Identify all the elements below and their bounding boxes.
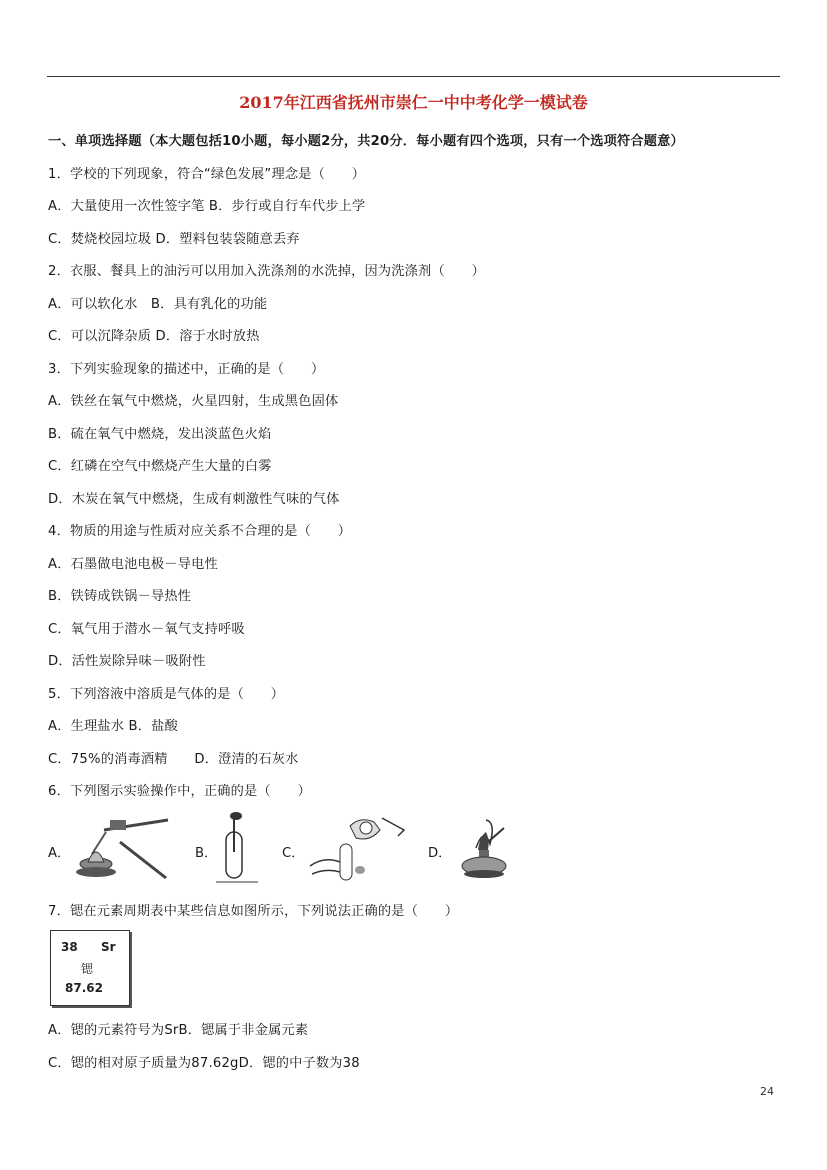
page-title: 2017年江西省抚州市崇仁一中中考化学一模试卷 bbox=[239, 93, 588, 112]
question-4: 4．物质的用途与性质对应关系不合理的是（ ） bbox=[48, 524, 352, 539]
q2-option-ab: A．可以软化水 B．具有乳化的功能 bbox=[48, 297, 268, 312]
page-number: 24 bbox=[760, 1085, 774, 1098]
q6-label-a: A． bbox=[48, 846, 71, 861]
q1-option-cd: C．焚烧校园垃圾 D．塑料包装袋随意丢弃 bbox=[48, 232, 300, 247]
header-rule bbox=[47, 76, 780, 77]
q7-option-cd: C．锶的相对原子质量为87.62gD．锶的中子数为38 bbox=[48, 1056, 360, 1071]
q5-option-cd: C．75%的消毒酒精 D．澄清的石灰水 bbox=[48, 752, 299, 767]
q6-label-d: D． bbox=[428, 846, 452, 861]
q6-figure-d-alcohol-lamp-illustration bbox=[450, 818, 510, 880]
q4-option-c: C．氧气用于潜水－氧气支持呼吸 bbox=[48, 622, 245, 637]
q3-option-a: A．铁丝在氧气中燃烧，火星四射，生成黑色固体 bbox=[48, 394, 339, 409]
question-1: 1．学校的下列现象，符合“绿色发展”理念是（ ） bbox=[48, 167, 366, 182]
q7-option-ab: A．锶的元素符号为SrB．锶属于非金属元素 bbox=[48, 1023, 309, 1038]
q6-figure-c-pouring-illustration bbox=[300, 812, 410, 884]
question-2: 2．衣服、餐具上的油污可以用加入洗涤剂的水洗掉，因为洗涤剂（ ） bbox=[48, 264, 485, 279]
q6-figure-a-heating-illustration bbox=[70, 812, 174, 884]
q2-option-cd: C．可以沉降杂质 D．溶于水时放热 bbox=[48, 329, 260, 344]
q3-option-b: B．硫在氧气中燃烧，发出淡蓝色火焰 bbox=[48, 427, 272, 442]
question-6: 6．下列图示实验操作中，正确的是（ ） bbox=[48, 784, 311, 799]
q5-option-ab: A．生理盐水 B．盐酸 bbox=[48, 719, 178, 734]
q6-figure-b-test-tube-illustration bbox=[212, 812, 262, 884]
q4-option-a: A．石墨做电池电极－导电性 bbox=[48, 557, 218, 572]
q4-option-b: B．铁铸成铁锅－导热性 bbox=[48, 589, 192, 604]
element-name: 锶 bbox=[81, 962, 94, 976]
q6-label-c: C． bbox=[282, 846, 305, 861]
q1-option-ab: A．大量使用一次性签字笔 B．步行或自行车代步上学 bbox=[48, 199, 366, 214]
question-7: 7．锶在元素周期表中某些信息如图所示，下列说法正确的是（ ） bbox=[48, 904, 459, 919]
question-5: 5．下列溶液中溶质是气体的是（ ） bbox=[48, 687, 285, 702]
q6-label-b: B． bbox=[195, 846, 218, 861]
atomic-mass: 87.62 bbox=[65, 981, 103, 995]
element-symbol: Sr bbox=[101, 940, 116, 954]
section-heading: 一、单项选择题（本大题包括10小题，每小题2分，共20分．每小题有四个选项，只有一个选项符合题意） bbox=[48, 134, 684, 149]
question-3: 3．下列实验现象的描述中，正确的是（ ） bbox=[48, 362, 325, 377]
atomic-number: 38 bbox=[61, 940, 78, 954]
q3-option-c: C．红磷在空气中燃烧产生大量的白雾 bbox=[48, 459, 272, 474]
q3-option-d: D．木炭在氧气中燃烧，生成有刺激性气味的气体 bbox=[48, 492, 340, 507]
strontium-periodic-table-card bbox=[50, 930, 130, 1006]
q4-option-d: D．活性炭除异味－吸附性 bbox=[48, 654, 206, 669]
